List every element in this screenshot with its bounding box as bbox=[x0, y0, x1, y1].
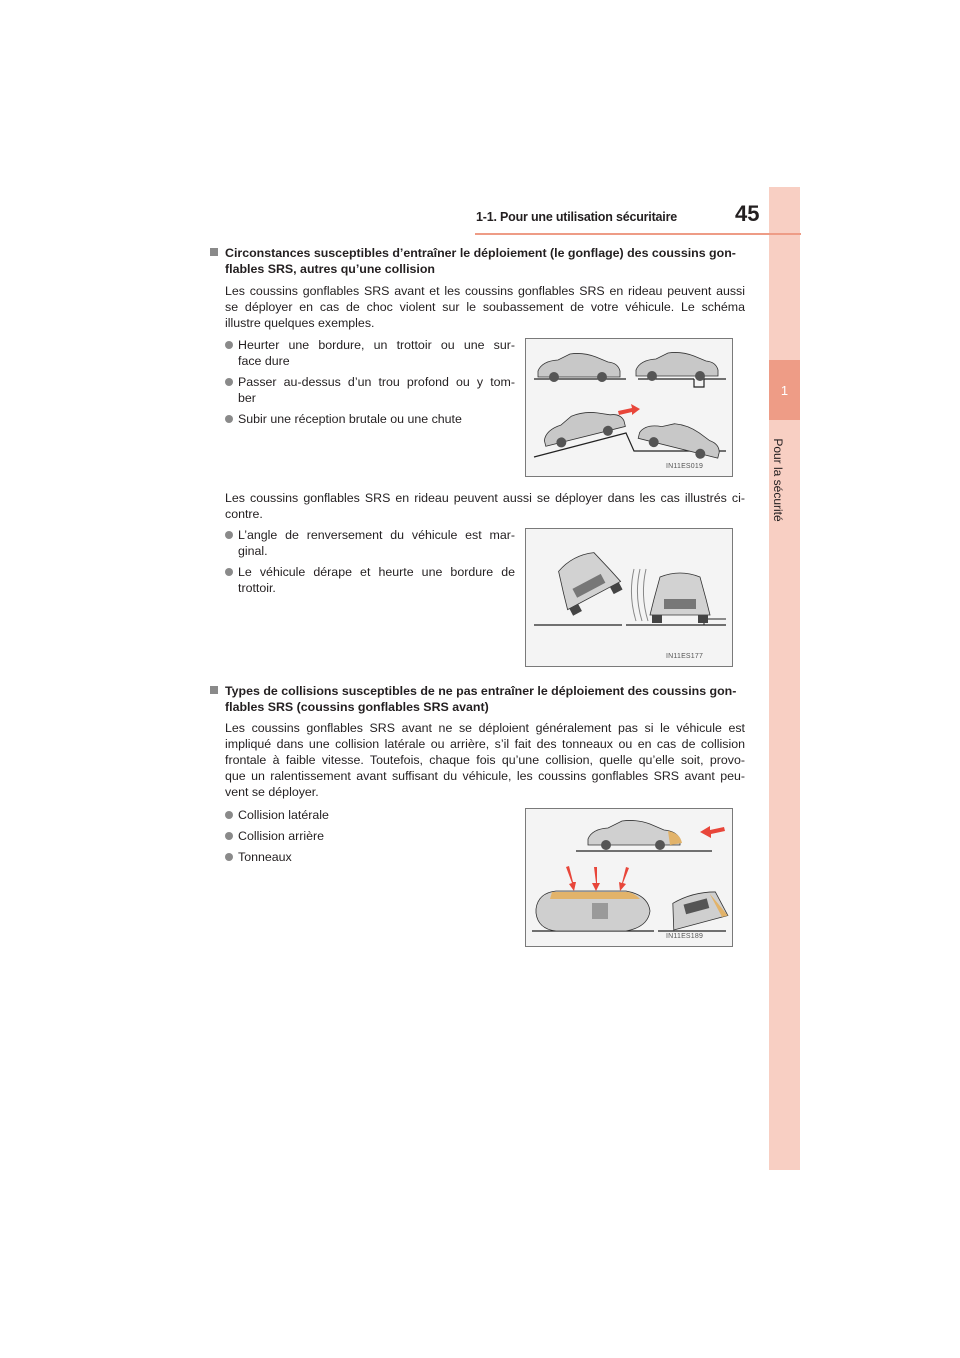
bullet-text: Collision arrière bbox=[238, 829, 325, 843]
bullet-text: Passer au-dessus d’un trou profond ou y tom- bbox=[238, 375, 515, 389]
section3-para-line1: Les coussins gonflables SRS avant ne se déploient généralement pas si le véhicule est bbox=[225, 721, 745, 735]
section1-heading bbox=[210, 245, 755, 277]
figure-code: IN11ES177 bbox=[666, 653, 704, 660]
section3-bullet-3 bbox=[225, 849, 515, 865]
chapter-side-tab bbox=[769, 187, 800, 1170]
chapter-number: 1 bbox=[780, 382, 789, 398]
square-bullet-icon bbox=[210, 686, 218, 694]
bullet-text: Le véhicule dérape et heurte une bordure de bbox=[238, 565, 515, 579]
header-rule bbox=[475, 233, 801, 235]
bullet-dot-icon bbox=[225, 341, 233, 349]
square-bullet-icon bbox=[210, 248, 218, 256]
car-front-icon bbox=[548, 544, 624, 616]
section3-para-line4: que un ralentissement avant suffisant du véhicule, les coussins gonflables SRS avant peu- bbox=[225, 769, 745, 783]
bullet-dot-icon bbox=[225, 832, 233, 840]
bullet-dot-icon bbox=[225, 811, 233, 819]
section3-bullet-2 bbox=[225, 828, 515, 844]
bullet-dot-icon bbox=[225, 568, 233, 576]
car-icon bbox=[637, 415, 723, 463]
section1-bullet-1 bbox=[225, 337, 515, 369]
car-icon bbox=[538, 353, 620, 382]
figure-code: IN11ES189 bbox=[666, 933, 704, 940]
section3-heading bbox=[210, 683, 755, 715]
section1-title-line1: Circonstances susceptibles d’entraîner le déploiement (le gonflage) des coussins gon- bbox=[225, 246, 736, 260]
arrow-icon bbox=[566, 866, 576, 891]
figure-code: IN11ES019 bbox=[666, 463, 704, 470]
section1-bullet-2 bbox=[225, 374, 515, 406]
section2-bullet-1 bbox=[225, 527, 515, 559]
section3-paragraph bbox=[225, 720, 745, 800]
chapter-number-box bbox=[769, 360, 800, 420]
section3-para-line5: vent se déployer. bbox=[225, 785, 319, 799]
figure-curb-hole-fall bbox=[525, 338, 733, 477]
section1-para-line2: se déployer en cas de choc violent sur le soubassement de votre véhicule. Le schéma bbox=[225, 300, 745, 314]
figure-rollover-skid bbox=[525, 528, 733, 667]
figure-side-rear-rollover bbox=[525, 808, 733, 947]
section1-title-line2: flables SRS, autres qu’une collision bbox=[225, 262, 435, 276]
car-front-icon bbox=[650, 573, 710, 623]
section3-bullet-1 bbox=[225, 807, 515, 823]
bullet-dot-icon bbox=[225, 378, 233, 386]
bullet-text: Heurter une bordure, un trottoir ou une sur- bbox=[238, 338, 515, 352]
bullet-dot-icon bbox=[225, 853, 233, 861]
collision-types-illustration bbox=[526, 809, 732, 946]
section3-title-line2: flables SRS (coussins gonflables SRS avant) bbox=[225, 700, 489, 714]
bullet-text: face dure bbox=[238, 354, 290, 368]
arrow-icon bbox=[619, 867, 629, 891]
section-header: 1-1. Pour une utilisation sécuritaire bbox=[476, 210, 677, 224]
section3-para-line2: impliqué dans une collision latérale ou arrière, s’il fait des tonneaux ou en cas de collision bbox=[225, 737, 745, 751]
bullet-text: ginal. bbox=[238, 544, 268, 558]
section3-title-line1: Types de collisions susceptibles de ne pas entraîner le déploiement des coussins gon- bbox=[225, 684, 737, 698]
car-rollover-icon bbox=[666, 887, 728, 930]
bullet-dot-icon bbox=[225, 415, 233, 423]
car-side-icon bbox=[588, 820, 682, 850]
bullet-text: Tonneaux bbox=[238, 850, 292, 864]
bullet-dot-icon bbox=[225, 531, 233, 539]
car-rollover-illustration bbox=[526, 529, 732, 666]
section2-para-line1: Les coussins gonflables SRS en rideau peuvent aussi se déployer dans les cas illustrés ci- bbox=[225, 491, 745, 505]
bullet-text: ber bbox=[238, 391, 256, 405]
bullet-text: trottoir. bbox=[238, 581, 276, 595]
section2-para-line2: contre. bbox=[225, 507, 263, 521]
car-impact-illustration bbox=[526, 339, 732, 476]
section3-para-line3: frontale à faible vitesse. Toutefois, chaque fois qu’une collision, quelle qu’elle soit, provo- bbox=[225, 753, 745, 767]
bullet-text: Subir une réception brutale ou une chute bbox=[238, 412, 462, 426]
chapter-label: Pour la sécurité bbox=[771, 438, 785, 522]
arrow-icon bbox=[618, 404, 640, 415]
section1-paragraph bbox=[225, 283, 745, 331]
bullet-text: Collision latérale bbox=[238, 808, 329, 822]
bullet-text: L’angle de renversement du véhicule est mar- bbox=[238, 528, 515, 542]
page-number: 45 bbox=[735, 201, 760, 226]
section1-para-line3: illustre quelques exemples. bbox=[225, 316, 375, 330]
section2-bullet-2 bbox=[225, 564, 515, 596]
section1-bullet-3 bbox=[225, 411, 515, 427]
section2-paragraph bbox=[225, 490, 745, 522]
arrow-icon bbox=[592, 867, 600, 891]
section1-para-line1: Les coussins gonflables SRS avant et les coussins gonflables SRS en rideau peuvent aussi bbox=[225, 284, 745, 298]
car-top-icon bbox=[536, 891, 650, 931]
car-icon bbox=[636, 352, 718, 381]
arrow-icon bbox=[700, 826, 725, 838]
